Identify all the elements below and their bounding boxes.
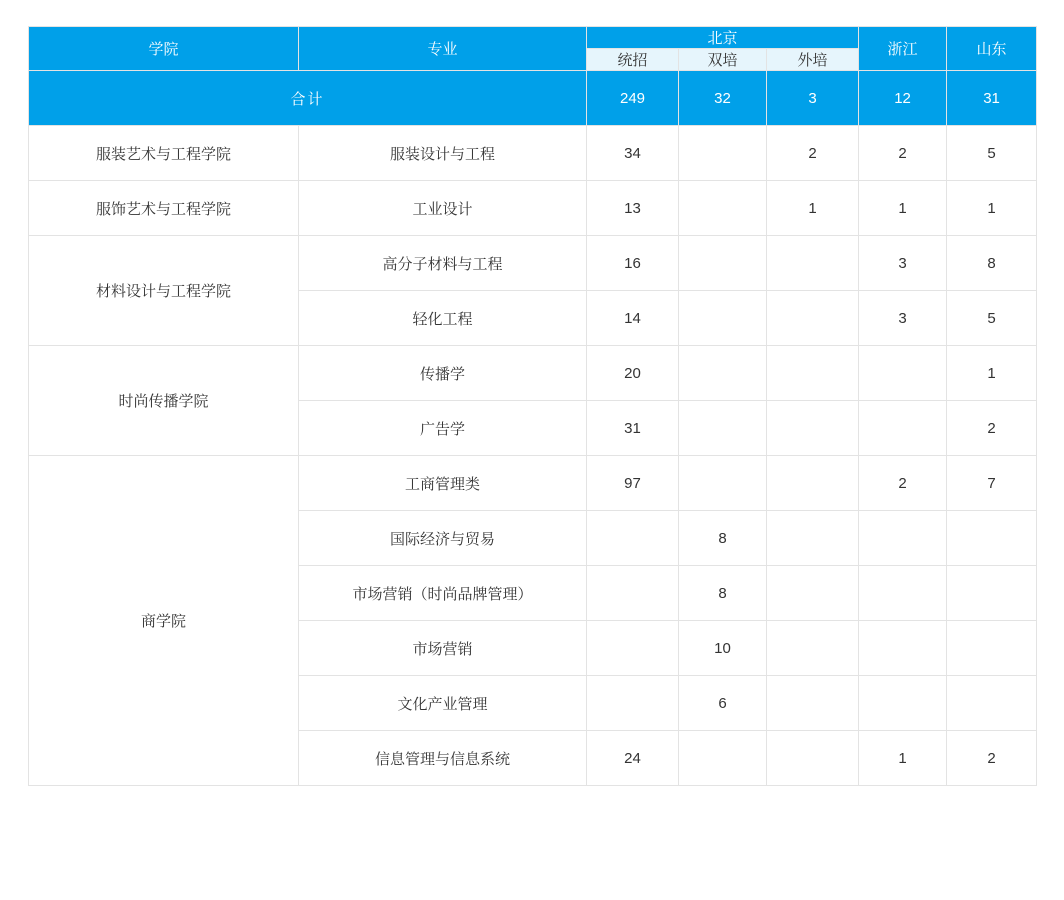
cell-waipei — [767, 676, 859, 731]
cell-shuangpei: 6 — [679, 676, 767, 731]
cell-zhejiang: 2 — [859, 456, 947, 511]
cell-waipei — [767, 236, 859, 291]
cell-zhejiang: 1 — [859, 181, 947, 236]
cell-major: 国际经济与贸易 — [299, 511, 587, 566]
header-major: 专业 — [299, 27, 587, 71]
cell-waipei — [767, 456, 859, 511]
total-row — [29, 71, 1037, 126]
table-header — [29, 27, 1037, 71]
cell-shandong: 2 — [947, 731, 1037, 786]
cell-major: 文化产业管理 — [299, 676, 587, 731]
cell-zhejiang: 1 — [859, 731, 947, 786]
cell-tongzhao — [587, 566, 679, 621]
cell-tongzhao: 24 — [587, 731, 679, 786]
cell-shuangpei: 8 — [679, 511, 767, 566]
table-body — [29, 71, 1037, 786]
cell-shandong: 1 — [947, 181, 1037, 236]
cell-shandong: 5 — [947, 126, 1037, 181]
cell-shandong: 8 — [947, 236, 1037, 291]
cell-zhejiang — [859, 346, 947, 401]
cell-shuangpei: 10 — [679, 621, 767, 676]
cell-waipei: 2 — [767, 126, 859, 181]
cell-tongzhao: 34 — [587, 126, 679, 181]
cell-waipei — [767, 731, 859, 786]
cell-major: 轻化工程 — [299, 291, 587, 346]
cell-shuangpei — [679, 731, 767, 786]
cell-tongzhao: 14 — [587, 291, 679, 346]
header-shandong: 山东 — [947, 27, 1037, 71]
cell-college: 商学院 — [29, 456, 299, 786]
cell-college: 材料设计与工程学院 — [29, 236, 299, 346]
cell-major: 服装设计与工程 — [299, 126, 587, 181]
header-beijing: 北京 — [587, 27, 859, 49]
cell-major: 广告学 — [299, 401, 587, 456]
total-waipei: 3 — [767, 71, 859, 126]
cell-major: 工业设计 — [299, 181, 587, 236]
cell-shandong — [947, 676, 1037, 731]
cell-shandong: 5 — [947, 291, 1037, 346]
table-row — [29, 346, 1037, 401]
total-label: 合计 — [29, 71, 587, 126]
header-college: 学院 — [29, 27, 299, 71]
cell-tongzhao: 16 — [587, 236, 679, 291]
cell-major: 传播学 — [299, 346, 587, 401]
cell-college: 服饰艺术与工程学院 — [29, 181, 299, 236]
cell-major: 高分子材料与工程 — [299, 236, 587, 291]
cell-tongzhao — [587, 621, 679, 676]
cell-tongzhao: 13 — [587, 181, 679, 236]
table-row — [29, 236, 1037, 291]
cell-waipei — [767, 621, 859, 676]
cell-zhejiang — [859, 676, 947, 731]
cell-college: 时尚传播学院 — [29, 346, 299, 456]
cell-zhejiang — [859, 511, 947, 566]
total-zhejiang: 12 — [859, 71, 947, 126]
cell-waipei — [767, 291, 859, 346]
cell-shandong: 2 — [947, 401, 1037, 456]
cell-tongzhao — [587, 676, 679, 731]
header-row-top — [29, 27, 1037, 49]
total-shandong: 31 — [947, 71, 1037, 126]
cell-tongzhao: 20 — [587, 346, 679, 401]
total-shuangpei: 32 — [679, 71, 767, 126]
cell-college: 服装艺术与工程学院 — [29, 126, 299, 181]
cell-shuangpei: 8 — [679, 566, 767, 621]
cell-zhejiang: 3 — [859, 236, 947, 291]
cell-waipei — [767, 566, 859, 621]
cell-tongzhao — [587, 511, 679, 566]
cell-zhejiang — [859, 401, 947, 456]
table-row — [29, 456, 1037, 511]
cell-tongzhao: 31 — [587, 401, 679, 456]
cell-waipei: 1 — [767, 181, 859, 236]
cell-tongzhao: 97 — [587, 456, 679, 511]
cell-major: 信息管理与信息系统 — [299, 731, 587, 786]
cell-waipei — [767, 401, 859, 456]
cell-shuangpei — [679, 291, 767, 346]
cell-waipei — [767, 346, 859, 401]
cell-shuangpei — [679, 126, 767, 181]
header-beijing-shuangpei: 双培 — [679, 49, 767, 71]
cell-shuangpei — [679, 456, 767, 511]
cell-shuangpei — [679, 346, 767, 401]
cell-zhejiang — [859, 621, 947, 676]
header-beijing-tongzhao: 统招 — [587, 49, 679, 71]
table-row — [29, 126, 1037, 181]
cell-zhejiang: 3 — [859, 291, 947, 346]
cell-shandong — [947, 621, 1037, 676]
cell-major: 工商管理类 — [299, 456, 587, 511]
cell-zhejiang — [859, 566, 947, 621]
cell-zhejiang: 2 — [859, 126, 947, 181]
cell-shandong — [947, 511, 1037, 566]
header-beijing-waipei: 外培 — [767, 49, 859, 71]
cell-shandong: 7 — [947, 456, 1037, 511]
cell-major: 市场营销 — [299, 621, 587, 676]
enrollment-table — [28, 26, 1037, 786]
cell-shuangpei — [679, 236, 767, 291]
cell-waipei — [767, 511, 859, 566]
table-row — [29, 181, 1037, 236]
header-zhejiang: 浙江 — [859, 27, 947, 71]
cell-shuangpei — [679, 401, 767, 456]
cell-shuangpei — [679, 181, 767, 236]
total-tongzhao: 249 — [587, 71, 679, 126]
cell-major: 市场营销（时尚品牌管理） — [299, 566, 587, 621]
cell-shandong: 1 — [947, 346, 1037, 401]
cell-shandong — [947, 566, 1037, 621]
